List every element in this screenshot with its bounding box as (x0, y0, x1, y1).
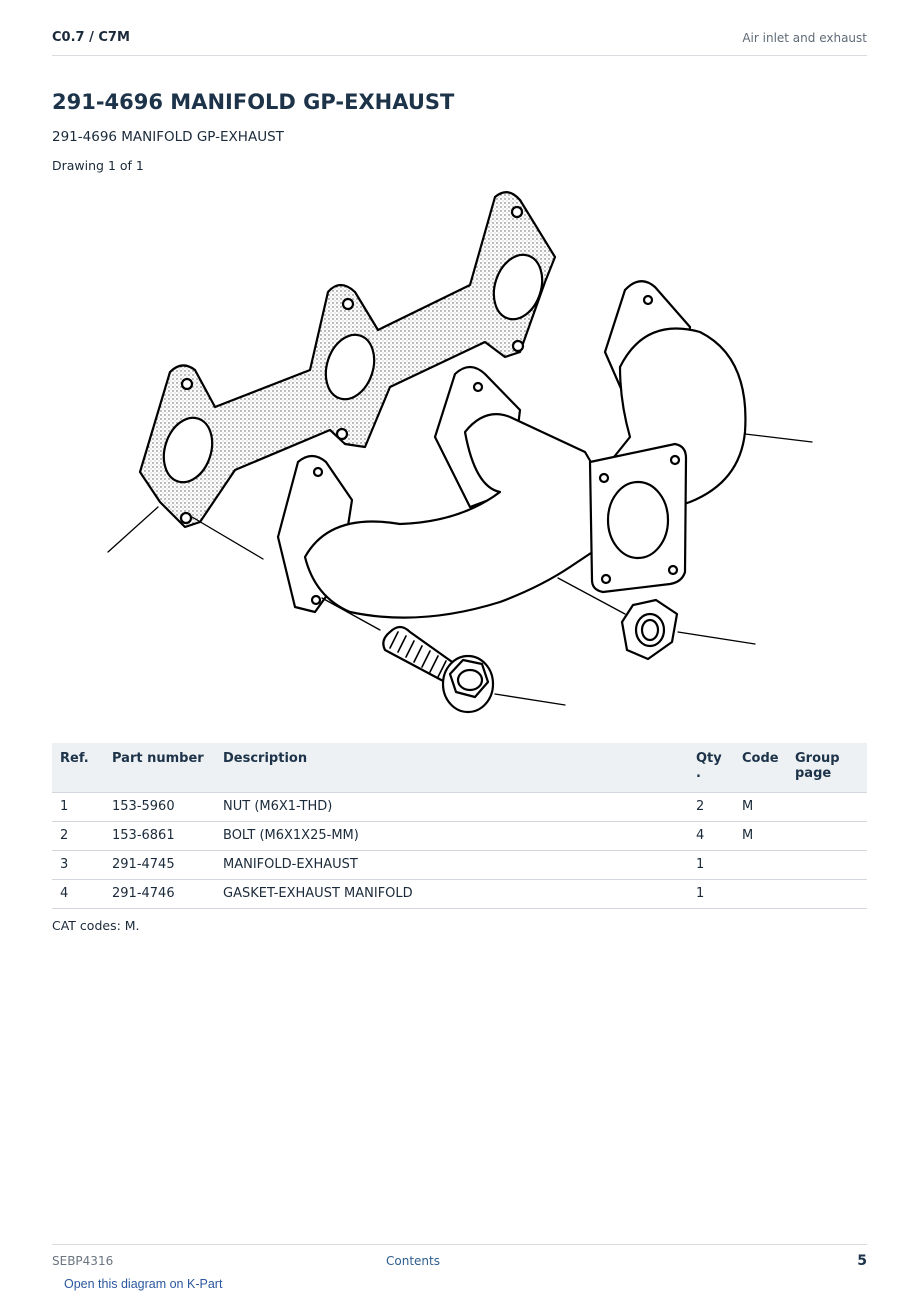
cell-group-page (787, 880, 867, 909)
section-category: Air inlet and exhaust (742, 31, 867, 45)
cell-description: BOLT (M6X1X25-MM) (215, 822, 688, 851)
group-header-line2: page (795, 766, 832, 781)
exploded-parts-diagram (100, 182, 825, 722)
document-id: SEBP4316 (52, 1254, 114, 1268)
cell-qty: 4 (688, 822, 734, 851)
cell-code (734, 851, 787, 880)
cell-group-page (787, 822, 867, 851)
cell-group-page (787, 793, 867, 822)
qty-header-line2: . (696, 766, 701, 781)
cell-qty: 1 (688, 851, 734, 880)
cell-qty: 1 (688, 880, 734, 909)
bolt-part (383, 627, 493, 712)
table-row (52, 822, 867, 851)
cell-ref: 1 (52, 793, 104, 822)
cell-part-number: 153-5960 (104, 793, 215, 822)
column-header-part-number: Part number (104, 743, 215, 793)
page-number: 5 (857, 1253, 867, 1269)
cell-code: M (734, 793, 787, 822)
column-header-description: Description (215, 743, 688, 793)
cell-part-number: 291-4745 (104, 851, 215, 880)
cell-description: NUT (M6X1-THD) (215, 793, 688, 822)
cell-description: MANIFOLD-EXHAUST (215, 851, 688, 880)
page-header (52, 28, 867, 56)
cell-part-number: 153-6861 (104, 822, 215, 851)
page-title: 291-4696 MANIFOLD GP-EXHAUST (52, 90, 455, 114)
cell-part-number: 291-4746 (104, 880, 215, 909)
parts-table (52, 743, 867, 909)
nut-part (622, 600, 677, 659)
contents-link[interactable]: Contents (386, 1254, 440, 1268)
cell-ref: 3 (52, 851, 104, 880)
drawing-label: Drawing 1 of 1 (52, 158, 144, 173)
group-header-line1: Group (795, 751, 840, 766)
cell-ref: 2 (52, 822, 104, 851)
section-code: C0.7 / C7M (52, 30, 130, 45)
page-subtitle: 291-4696 MANIFOLD GP-EXHAUST (52, 129, 284, 145)
cell-qty: 2 (688, 793, 734, 822)
column-header-qty (688, 743, 734, 793)
cell-code (734, 880, 787, 909)
column-header-group-page (787, 743, 867, 793)
cell-description: GASKET-EXHAUST MANIFOLD (215, 880, 688, 909)
table-header-row (52, 743, 867, 793)
cell-ref: 4 (52, 880, 104, 909)
table-row (52, 880, 867, 909)
qty-header-line1: Qty (696, 751, 722, 766)
table-row (52, 851, 867, 880)
cell-code: M (734, 822, 787, 851)
cell-group-page (787, 851, 867, 880)
cat-codes-note: CAT codes: M. (52, 918, 140, 933)
table-row (52, 793, 867, 822)
column-header-code: Code (734, 743, 787, 793)
column-header-ref: Ref. (52, 743, 104, 793)
page-footer (52, 1244, 867, 1295)
kpart-link[interactable]: Open this diagram on K-Part (64, 1277, 223, 1291)
